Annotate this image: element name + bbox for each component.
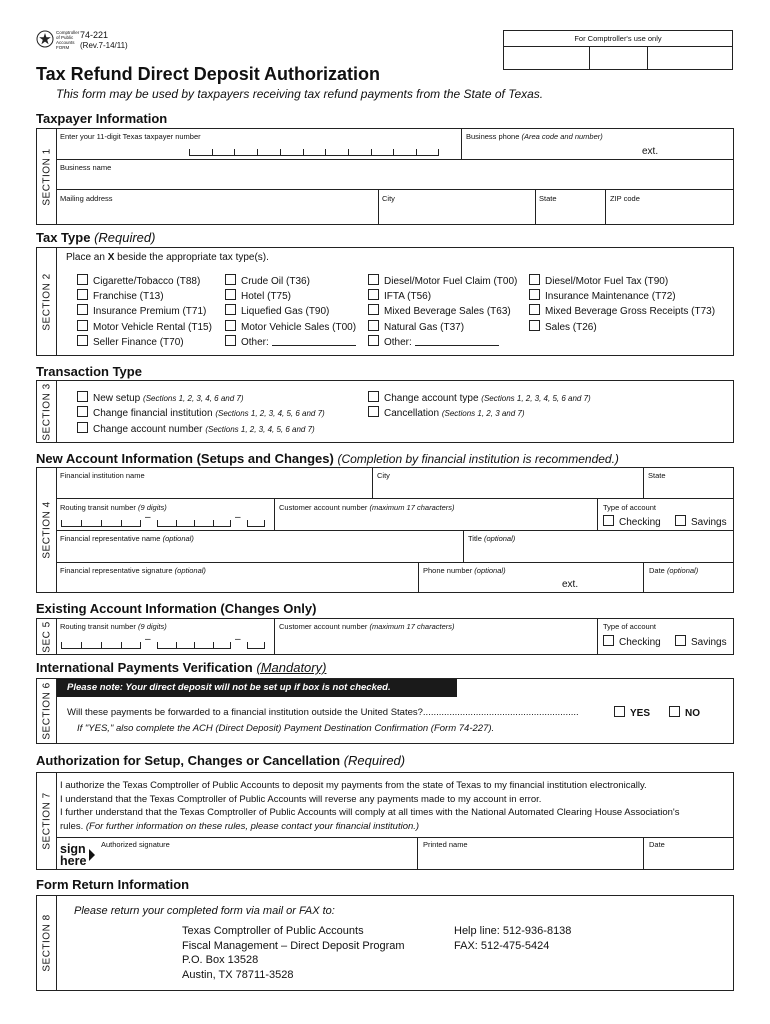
section4-heading: New Account Information (Setups and Changes) (Completion by financial institution is recommended.) [36,451,619,466]
international-question: Will these payments be forwarded to a financial institution outside the United States?........................................................... [67,707,579,718]
city-label: City [382,194,395,203]
existing-account-type-label: Type of account [603,622,656,631]
checkbox[interactable] [77,274,88,285]
account-number-input[interactable] [275,512,596,530]
mailing-address-label: Mailing address [60,194,113,203]
routing-dash: – [235,634,241,645]
rep-phone-input[interactable] [419,576,559,592]
sign-here-marker: sign here [60,842,87,868]
checkbox[interactable] [77,391,88,402]
comptroller-use-box [503,30,733,70]
rep-signature-input[interactable] [57,576,417,592]
section5-label: SEC 5 [41,621,53,653]
mailing-address-input[interactable] [57,204,377,224]
checkbox[interactable] [675,515,686,526]
helpline: Help line: 512-936-8138 [454,925,572,937]
checkbox[interactable] [368,289,379,300]
transaction-change-institution[interactable]: Change financial institution (Sections 1, 2, 3, 4, 5, 6 and 7) [77,406,325,420]
routing-input[interactable] [61,520,141,527]
comptroller-use-label: For Comptroller's use only [574,34,662,43]
business-phone-label: Business phone (Area code and number) [466,132,603,141]
existing-type-checking[interactable]: Checking [603,635,661,649]
transaction-change-account-type[interactable]: Change account type (Sections 1, 2, 3, 4, 5, 6 and 7) [368,391,591,405]
checkbox[interactable] [529,274,540,285]
checkbox[interactable] [225,289,236,300]
international-notice: Please note: Your direct deposit will not be set up if box is not checked. [57,679,457,697]
tax-type-option[interactable]: Seller Finance (T70) [77,335,184,349]
checkbox[interactable] [529,304,540,315]
checkbox[interactable] [77,289,88,300]
state-label: State [539,194,557,203]
checkbox[interactable] [77,320,88,331]
agency-seal-icon [36,30,54,48]
tax-type-option[interactable]: Cigarette/Tobacco (T88) [77,274,200,288]
business-name-label: Business name [60,163,112,172]
zip-input[interactable] [606,204,733,224]
rep-phone-ext: ext. [562,579,579,590]
routing-input[interactable] [247,520,265,527]
tax-type-option[interactable]: Mixed Beverage Gross Receipts (T73) [529,304,715,318]
checkbox[interactable] [368,391,379,402]
international-yes[interactable]: YES [614,706,650,720]
section6-label: SECTION 6 [41,682,53,740]
checkbox[interactable] [675,635,686,646]
fin-institution-label: Financial institution name [60,471,145,480]
checkbox[interactable] [368,320,379,331]
form-revision: (Rev.7-14/11) [80,41,128,50]
account-type-savings[interactable]: Savings [675,515,727,529]
section8-heading: Form Return Information [36,877,190,892]
authorized-signature-input[interactable] [99,849,416,869]
account-number-label: Customer account number (maximum 17 characters) [279,503,455,512]
routing-dash: – [145,634,151,645]
section7-heading: Authorization for Setup, Changes or Cancellation (Required) [36,753,406,768]
checkbox[interactable] [614,706,625,717]
printed-name-label: Printed name [423,840,468,849]
routing-label: Routing transit number (9 digits) [60,503,167,512]
international-followup: If "YES," also complete the ACH (Direct Deposit) Payment Destination Confirmation (Form 74-227). [77,723,495,734]
state-input[interactable] [536,204,604,224]
return-contact [454,924,571,953]
return-address: Texas Comptroller of Public Accounts Fiscal Management – Direct Deposit Program P.O. Box 13528 Austin, TX 78711-3528 [182,925,405,981]
business-name-input[interactable] [57,173,733,189]
agency-name: Comptroller of Public Accounts FORM [56,30,80,50]
rep-title-label: Title (optional) [468,534,516,543]
rep-signature-label: Financial representative signature (optional) [60,566,206,575]
fin-state-input[interactable] [644,480,733,498]
section3-heading: Transaction Type [36,364,142,379]
checkbox[interactable] [77,304,88,315]
fin-institution-input[interactable] [57,480,371,498]
printed-name-input[interactable] [419,849,642,869]
checkbox[interactable] [77,406,88,417]
section2-heading: Tax Type (Required) [36,230,156,245]
checkbox[interactable] [368,304,379,315]
fax: FAX: 512-475-5424 [454,939,550,952]
business-phone-input[interactable] [462,141,632,159]
rep-name-input[interactable] [57,544,462,562]
signature-date-input[interactable] [644,849,733,869]
other-input[interactable] [415,345,499,346]
rep-name-label: Financial representative name (optional) [60,534,194,543]
city-input[interactable] [379,204,534,224]
checkbox[interactable] [225,320,236,331]
checkbox[interactable] [529,320,540,331]
transaction-new-setup[interactable]: New setup (Sections 1, 2, 3, 4, 6 and 7) [77,391,244,405]
routing-dash: – [235,512,241,523]
checkbox[interactable] [368,335,379,346]
tax-type-option[interactable]: Diesel/Motor Fuel Claim (T00) [368,274,517,288]
existing-type-savings[interactable]: Savings [675,635,727,649]
account-type-checking[interactable]: Checking [603,515,661,529]
section1-label: SECTION 1 [41,148,53,206]
existing-account-label: Customer account number (maximum 17 characters) [279,622,455,631]
routing-input[interactable] [157,520,231,527]
existing-routing-input[interactable] [247,642,265,649]
form-number: 74-221 [80,30,109,40]
tax-type-option[interactable]: Motor Vehicle Rental (T15) [77,320,212,334]
existing-account-input[interactable] [275,631,596,654]
existing-routing-label: Routing transit number (9 digits) [60,622,167,631]
authorized-signature-label: Authorized signature [101,840,170,849]
checkbox[interactable] [529,289,540,300]
tax-type-option[interactable]: Motor Vehicle Sales (T00) [225,320,356,334]
transaction-change-account-number[interactable]: Change account number (Sections 1, 2, 3, 4, 5, 6 and 7) [77,422,315,436]
section5-heading: Existing Account Information (Changes Only) [36,601,317,616]
checkbox[interactable] [77,422,88,433]
international-no[interactable]: NO [669,706,700,720]
section3-label: SECTION 3 [41,383,53,441]
section6-heading: International Payments Verification (Mandatory) [36,660,327,675]
checkbox[interactable] [368,406,379,417]
tax-type-other[interactable]: Other: [225,335,356,349]
section4-box [36,467,734,593]
section8-box [36,895,734,991]
section7-box [36,772,734,870]
tax-type-other[interactable]: Other: [368,335,499,349]
rep-date-input[interactable] [644,576,733,592]
tax-type-option[interactable]: Hotel (T75) [225,289,291,303]
section8-label: SECTION 8 [41,914,53,972]
fin-city-input[interactable] [373,480,642,498]
tax-type-option[interactable]: Mixed Beverage Sales (T63) [368,304,511,318]
section2-box [36,247,734,356]
transaction-cancellation[interactable]: Cancellation (Sections 1, 2, 3 and 7) [368,406,525,420]
checkbox[interactable] [368,274,379,285]
rep-phone-label: Phone number (optional) [423,566,506,575]
checkbox[interactable] [603,635,614,646]
tax-type-instruction: Place an X beside the appropriate tax type(s). [66,252,269,263]
section6-box [36,678,734,744]
page-title: Tax Refund Direct Deposit Authorization [36,64,381,84]
tax-type-option[interactable]: Diesel/Motor Fuel Tax (T90) [529,274,668,288]
tax-type-option[interactable]: Crude Oil (T36) [225,274,310,288]
taxpayer-number-input[interactable] [189,149,439,156]
section3-box [36,380,734,443]
business-phone-ext: ext. [642,146,659,157]
existing-routing-input[interactable] [61,642,141,649]
fin-state-label: State [648,471,666,480]
checkbox[interactable] [225,304,236,315]
checkbox[interactable] [77,335,88,346]
checkbox[interactable] [669,706,680,717]
zip-label: ZIP code [610,194,640,203]
tax-type-option[interactable]: Insurance Premium (T71) [77,304,206,318]
section1-box [36,128,734,225]
checkbox[interactable] [603,515,614,526]
taxpayer-number-label: Enter your 11-digit Texas taxpayer number [60,132,201,141]
fin-city-label: City [377,471,390,480]
other-input[interactable] [272,345,356,346]
sign-here-arrow-icon [89,849,95,861]
authorization-text: I authorize the Texas Comptroller of Public Accounts to deposit my payments from the state of Texas to my financial institution electronically. I understand that the Texas Comptroller of Public Accounts will reverse any payments made to my account in error. I further understand that the Texas Comptroller of Public Accounts will comply at all times with the National Automated Clearing House Association's rules. (For further information on these rules, please contact your financial institution.) [60,780,680,832]
section1-heading: Taxpayer Information [36,111,168,126]
tax-type-option[interactable]: Franchise (T13) [77,289,164,303]
tax-type-option[interactable]: IFTA (T56) [368,289,431,303]
tax-type-option[interactable]: Insurance Maintenance (T72) [529,289,676,303]
signature-date-label: Date [649,840,665,849]
return-instructions: Please return your completed form via mail or FAX to: [74,905,335,917]
account-type-label: Type of account [603,503,656,512]
section2-label: SECTION 2 [41,273,53,331]
checkbox[interactable] [225,335,236,346]
tax-type-option[interactable]: Liquefied Gas (T90) [225,304,329,318]
tax-type-option[interactable]: Natural Gas (T37) [368,320,464,334]
existing-routing-input[interactable] [157,642,231,649]
section5-box [36,618,734,655]
section4-label: SECTION 4 [41,501,53,559]
section7-label: SECTION 7 [41,792,53,850]
rep-date-label: Date (optional) [649,566,699,575]
tax-type-option[interactable]: Sales (T26) [529,320,597,334]
checkbox[interactable] [225,274,236,285]
rep-title-input[interactable] [464,544,733,562]
routing-dash: – [145,512,151,523]
page-subtitle: This form may be used by taxpayers receiving tax refund payments from the State of Texas. [56,87,544,101]
